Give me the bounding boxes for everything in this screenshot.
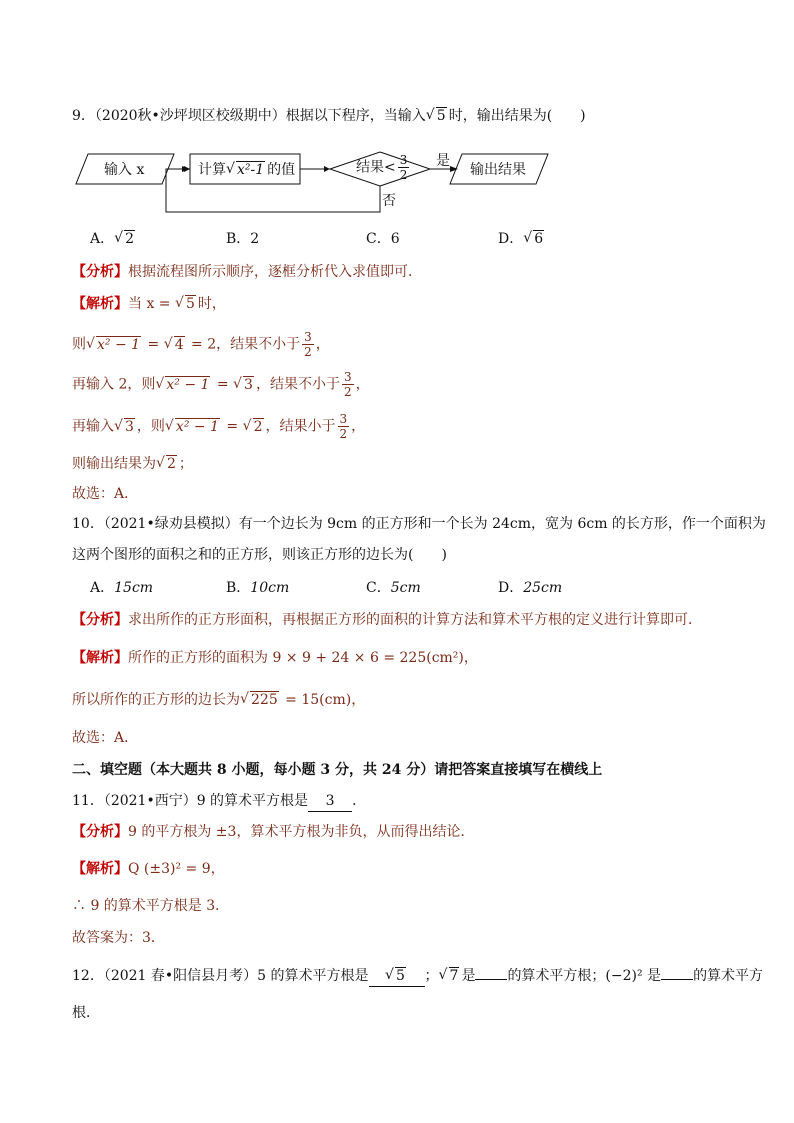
q9-stem: 9．（2020秋•沙坪坝区校级期中）根据以下程序，当输入 √ 5 时，输出结果为( ) xyxy=(72,107,586,124)
q9-solution-line-1: 【解析】当 x = √ 5 时， xyxy=(72,295,226,312)
q12-stem-line-1: 12．（2021 春•阳信县月考）5 的算术平方根是 √ 5 ； √ 7 是 的算术平方根；(−2)² 是 的算术平方 xyxy=(72,966,763,987)
q12-stem-line-2: 根． xyxy=(72,1005,100,1021)
q11-answer: 故答案为：3． xyxy=(72,930,165,946)
flow-compute: 计算 √ x²-1 的值 xyxy=(198,161,296,178)
q10-option-d: D．25cm xyxy=(498,580,563,596)
q9-solution-line-2: 则 √ x² − 1 = √ 4 = 2，结果不小于 $\frac{3}{2}$ ， xyxy=(72,330,330,359)
q9-option-d: D． √ 6 xyxy=(498,230,544,247)
q9-option-b: B．2 xyxy=(226,231,260,247)
flow-input: 输入 x xyxy=(104,162,145,178)
q11-analysis: 【分析】9 的平方根为 ±3，算术平方根为非负，从而得出结论． xyxy=(72,824,475,840)
q11-solution: 【解析】Q (±3)² = 9， xyxy=(72,861,225,877)
q11-solution-line-2: ∴ 9 的算术平方根是 3． xyxy=(72,898,230,914)
q9-solution-line-4: 再输入 √ 3 ，则 √ x² − 1 = √ 2 ，结果小于 $\frac{3}{2}$ ， xyxy=(72,412,366,441)
q10-stem-line-2: 这两个图形的面积之和的正方形，则该正方形的边长为( ) xyxy=(72,547,447,563)
flow-output: 输出结果 xyxy=(470,162,526,178)
q10-stem-line-1: 10．（2021•绿劝县模拟）有一个边长为 9cm 的正方形和一个长为 24cm，宽为 6cm 的长方形，作一个面积为 xyxy=(72,516,766,532)
flowchart xyxy=(74,150,554,216)
flow-condition: 结果< $\frac{3}{2}$ xyxy=(356,153,408,182)
q10-option-a: A．15cm xyxy=(90,580,154,596)
q9-answer: 故选：A． xyxy=(72,486,139,502)
q9-option-a: A． √ 2 xyxy=(90,230,135,247)
q10-option-c: C．5cm xyxy=(366,580,421,596)
q9-analysis: 【分析】根据流程图所示顺序，逐框分析代入求值即可． xyxy=(72,264,422,280)
q9-option-c: C．6 xyxy=(366,231,400,247)
flow-no-label: 否 xyxy=(382,193,396,209)
section-heading: 二、填空题（本大题共 8 小题，每小题 3 分，共 24 分）请把答案直接填写在横线上 xyxy=(72,762,603,778)
flow-yes-label: 是 xyxy=(436,153,450,169)
q10-analysis: 【分析】求出所作的正方形面积，再根据正方形的面积的计算方法和算术平方根的定义进行计算即可． xyxy=(72,612,702,628)
q9-solution-line-3: 再输入 2，则 √ x² − 1 = √ 3 ，结果不小于 $\frac{3}{2}$ ， xyxy=(72,370,370,399)
q11-stem: 11．（2021•西宁）9 的算术平方根是 3 ． xyxy=(72,791,366,812)
q10-answer: 故选：A． xyxy=(72,730,139,746)
q10-solution: 【解析】所作的正方形的面积为 9 × 9 + 24 × 6 = 225(cm²)， xyxy=(72,650,478,666)
q10-option-b: B．10cm xyxy=(226,580,290,596)
q10-solution-line-2: 所以所作的正方形的边长为 √ 225 = 15(cm)， xyxy=(72,691,366,708)
q9-solution-line-5: 则输出结果为 √ 2 ； xyxy=(72,455,193,472)
